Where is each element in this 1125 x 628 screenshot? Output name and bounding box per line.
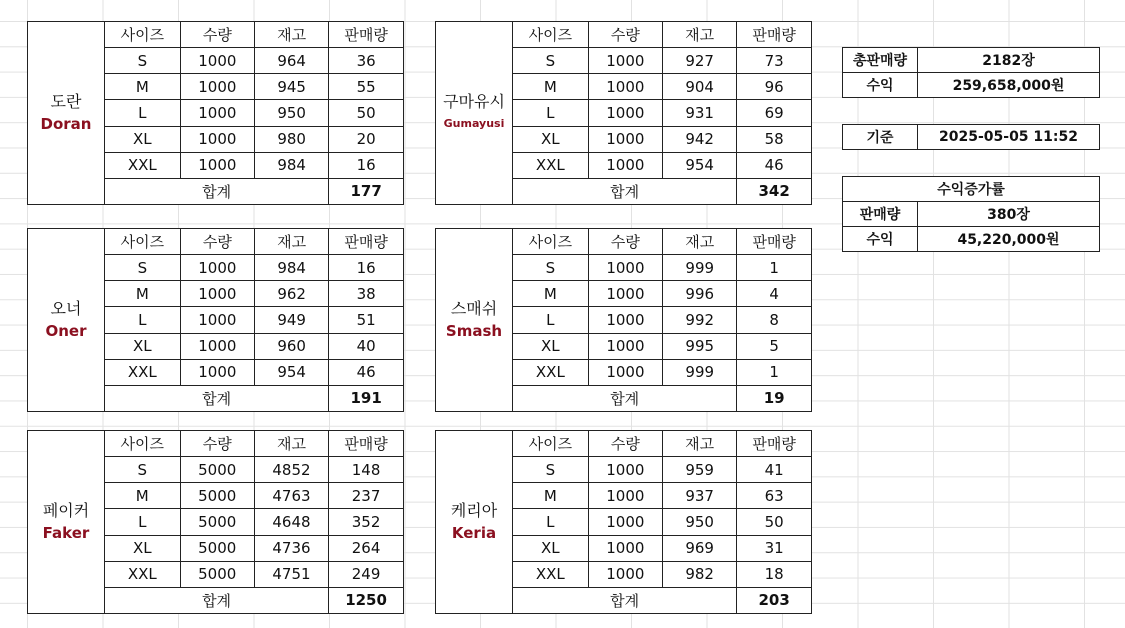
header-size[interactable]: 사이즈 <box>105 22 180 48</box>
table-row <box>513 48 811 74</box>
table-row <box>513 281 811 307</box>
stock-cell[interactable]: 942 <box>663 126 737 152</box>
increase-title-row <box>843 177 1100 202</box>
table-row <box>513 561 811 587</box>
size-cell[interactable]: L <box>105 307 180 333</box>
stock-cell[interactable]: 4852 <box>254 457 328 483</box>
qty-cell[interactable]: 1000 <box>588 457 662 483</box>
player-english-name: Keria <box>451 524 497 542</box>
player-block-smash <box>435 228 812 412</box>
qty-cell[interactable]: 1000 <box>588 126 662 152</box>
header-row <box>105 431 403 457</box>
table-row <box>513 457 811 483</box>
stock-cell[interactable]: 982 <box>663 561 737 587</box>
sold-cell[interactable]: 352 <box>329 509 403 535</box>
size-cell[interactable]: XXL <box>105 152 180 178</box>
table-row <box>105 255 403 281</box>
summary-table <box>842 47 1100 98</box>
stock-cell[interactable]: 950 <box>663 509 737 535</box>
increase-row-sales <box>843 202 1100 227</box>
header-stock[interactable]: 재고 <box>663 229 737 255</box>
size-table <box>513 22 811 204</box>
size-cell[interactable]: XXL <box>513 561 588 587</box>
header-row <box>105 229 403 255</box>
total-value[interactable]: 191 <box>329 385 403 411</box>
sold-cell[interactable]: 31 <box>737 535 811 561</box>
size-cell[interactable]: XXL <box>105 561 180 587</box>
sold-cell[interactable]: 51 <box>329 307 403 333</box>
sold-cell[interactable]: 58 <box>737 126 811 152</box>
header-size[interactable]: 사이즈 <box>105 229 180 255</box>
header-sold[interactable]: 판매량 <box>329 229 403 255</box>
size-table <box>513 431 811 613</box>
player-block-faker <box>27 430 404 614</box>
sold-cell[interactable]: 36 <box>329 48 403 74</box>
sold-cell[interactable]: 1 <box>737 359 811 385</box>
table-row <box>105 457 403 483</box>
qty-cell[interactable]: 1000 <box>180 48 254 74</box>
total-value[interactable]: 203 <box>737 587 811 613</box>
table-row <box>105 561 403 587</box>
stock-cell[interactable]: 995 <box>663 333 737 359</box>
header-row <box>513 431 811 457</box>
stock-cell[interactable]: 904 <box>663 74 737 100</box>
qty-cell[interactable]: 1000 <box>180 100 254 126</box>
total-label[interactable]: 합계 <box>513 385 737 411</box>
size-cell[interactable]: S <box>513 255 588 281</box>
header-qty[interactable]: 수량 <box>180 22 254 48</box>
qty-cell[interactable]: 1000 <box>588 255 662 281</box>
sold-cell[interactable]: 46 <box>329 359 403 385</box>
qty-cell[interactable]: 1000 <box>180 281 254 307</box>
size-cell[interactable]: S <box>513 48 588 74</box>
header-sold[interactable]: 판매량 <box>737 229 811 255</box>
stock-cell[interactable]: 964 <box>255 48 329 74</box>
increase-title[interactable]: 수익증가률 <box>843 177 1100 202</box>
stock-cell[interactable]: 949 <box>255 307 329 333</box>
qty-cell[interactable]: 1000 <box>588 48 662 74</box>
header-size[interactable]: 사이즈 <box>513 431 588 457</box>
size-table <box>513 229 811 411</box>
player-name-cell[interactable] <box>28 229 105 411</box>
table-row <box>513 483 811 509</box>
size-cell[interactable]: L <box>105 509 180 535</box>
header-stock[interactable]: 재고 <box>255 229 329 255</box>
player-name-cell[interactable] <box>436 229 513 411</box>
size-cell[interactable]: XXL <box>105 359 180 385</box>
qty-cell[interactable]: 1000 <box>588 152 662 178</box>
sold-cell[interactable]: 55 <box>329 74 403 100</box>
stock-cell[interactable]: 4751 <box>254 561 328 587</box>
qty-cell[interactable]: 1000 <box>588 535 662 561</box>
sold-cell[interactable]: 8 <box>737 307 811 333</box>
stock-cell[interactable]: 4736 <box>254 535 328 561</box>
table-row <box>105 483 403 509</box>
qty-cell[interactable]: 5000 <box>180 561 254 587</box>
header-sold[interactable]: 판매량 <box>737 431 811 457</box>
total-label[interactable]: 합계 <box>513 178 737 204</box>
sold-cell[interactable]: 264 <box>329 535 403 561</box>
qty-cell[interactable]: 5000 <box>180 535 254 561</box>
header-stock[interactable]: 재고 <box>255 22 329 48</box>
player-block-oner <box>27 228 404 412</box>
header-qty[interactable]: 수량 <box>588 229 662 255</box>
table-row <box>513 74 811 100</box>
increase-sales-label[interactable]: 판매량 <box>843 202 918 227</box>
table-row <box>513 535 811 561</box>
size-cell[interactable]: S <box>513 457 588 483</box>
header-qty[interactable]: 수량 <box>588 22 662 48</box>
sold-cell[interactable]: 73 <box>737 48 811 74</box>
size-table <box>105 229 403 411</box>
stock-cell[interactable]: 937 <box>663 483 737 509</box>
qty-cell[interactable]: 1000 <box>588 509 662 535</box>
revenue-label[interactable]: 수익 <box>843 73 918 98</box>
table-row <box>513 126 811 152</box>
stock-cell[interactable]: 950 <box>255 100 329 126</box>
header-qty[interactable]: 수량 <box>180 431 254 457</box>
size-cell[interactable]: XL <box>105 333 180 359</box>
sold-cell[interactable]: 16 <box>329 152 403 178</box>
table-row <box>513 255 811 281</box>
header-sold[interactable]: 판매량 <box>329 22 403 48</box>
player-english-name: Oner <box>45 322 87 340</box>
size-cell[interactable]: M <box>105 281 180 307</box>
qty-cell[interactable]: 1000 <box>180 333 254 359</box>
table-row <box>105 307 403 333</box>
increase-revenue-value[interactable]: 45,220,000원 <box>918 227 1100 252</box>
stock-cell[interactable]: 962 <box>255 281 329 307</box>
size-cell[interactable]: M <box>513 281 588 307</box>
table-row <box>105 281 403 307</box>
size-cell[interactable]: M <box>513 483 588 509</box>
total-value[interactable]: 177 <box>329 178 403 204</box>
size-cell[interactable]: XL <box>513 333 588 359</box>
table-row <box>513 359 811 385</box>
stock-cell[interactable]: 931 <box>663 100 737 126</box>
basis-value[interactable]: 2025-05-05 11:52 <box>918 125 1100 150</box>
qty-cell[interactable]: 1000 <box>588 333 662 359</box>
total-row <box>513 587 811 613</box>
sold-cell[interactable]: 18 <box>737 561 811 587</box>
size-cell[interactable]: M <box>105 74 180 100</box>
stock-cell[interactable]: 959 <box>663 457 737 483</box>
stock-cell[interactable]: 999 <box>663 359 737 385</box>
table-row <box>105 100 403 126</box>
player-korean-name: 케리아 <box>450 501 498 520</box>
size-cell[interactable]: XXL <box>513 152 588 178</box>
size-cell[interactable]: XL <box>513 535 588 561</box>
stock-cell[interactable]: 960 <box>255 333 329 359</box>
sold-cell[interactable]: 50 <box>329 100 403 126</box>
table-row <box>513 100 811 126</box>
stock-cell[interactable]: 945 <box>255 74 329 100</box>
qty-cell[interactable]: 1000 <box>588 281 662 307</box>
increase-sales-value[interactable]: 380장 <box>918 202 1100 227</box>
qty-cell[interactable]: 1000 <box>588 307 662 333</box>
table-row <box>513 333 811 359</box>
table-row <box>105 535 403 561</box>
sold-cell[interactable]: 38 <box>329 281 403 307</box>
player-korean-name: 오너 <box>50 299 82 318</box>
header-qty[interactable]: 수량 <box>180 229 254 255</box>
basis-label[interactable]: 기준 <box>843 125 918 150</box>
header-row <box>513 22 811 48</box>
stock-cell[interactable]: 999 <box>663 255 737 281</box>
size-cell[interactable]: S <box>105 48 180 74</box>
qty-cell[interactable]: 1000 <box>588 359 662 385</box>
table-row <box>105 333 403 359</box>
qty-cell[interactable]: 1000 <box>180 74 254 100</box>
qty-cell[interactable]: 5000 <box>180 457 254 483</box>
stock-cell[interactable]: 954 <box>663 152 737 178</box>
player-korean-name: 스매쉬 <box>450 299 498 318</box>
size-cell[interactable]: XL <box>513 126 588 152</box>
table-row <box>105 74 403 100</box>
table-row <box>513 307 811 333</box>
sold-cell[interactable]: 5 <box>737 333 811 359</box>
qty-cell[interactable]: 1000 <box>180 255 254 281</box>
table-row <box>105 509 403 535</box>
increase-table <box>842 176 1100 252</box>
sold-cell[interactable]: 1 <box>737 255 811 281</box>
stock-cell[interactable]: 980 <box>255 126 329 152</box>
total-row <box>105 587 403 613</box>
player-english-name: Gumayusi <box>443 117 505 130</box>
total-value[interactable]: 342 <box>737 178 811 204</box>
size-cell[interactable]: XL <box>105 535 180 561</box>
header-sold[interactable]: 판매량 <box>329 431 403 457</box>
total-label[interactable]: 합계 <box>105 385 329 411</box>
size-cell[interactable]: S <box>105 255 180 281</box>
table-row <box>513 152 811 178</box>
sold-cell[interactable]: 50 <box>737 509 811 535</box>
sold-cell[interactable]: 4 <box>737 281 811 307</box>
stock-cell[interactable]: 984 <box>255 255 329 281</box>
table-row <box>105 152 403 178</box>
basis-table <box>842 124 1100 150</box>
total-row <box>513 385 811 411</box>
size-cell[interactable]: L <box>513 100 588 126</box>
total-row <box>105 178 403 204</box>
stock-cell[interactable]: 992 <box>663 307 737 333</box>
total-row <box>105 385 403 411</box>
header-size[interactable]: 사이즈 <box>513 22 588 48</box>
total-row <box>513 178 811 204</box>
header-stock[interactable]: 재고 <box>254 431 328 457</box>
player-block-gumayusi <box>435 21 812 205</box>
summary-row-revenue <box>843 73 1100 98</box>
sold-cell[interactable]: 20 <box>329 126 403 152</box>
header-qty[interactable]: 수량 <box>588 431 662 457</box>
player-name-cell[interactable] <box>28 22 105 204</box>
stock-cell[interactable]: 4648 <box>254 509 328 535</box>
total-value[interactable]: 19 <box>737 385 811 411</box>
sold-cell[interactable]: 96 <box>737 74 811 100</box>
stock-cell[interactable]: 4763 <box>254 483 328 509</box>
sold-cell[interactable]: 148 <box>329 457 403 483</box>
size-cell[interactable]: L <box>513 509 588 535</box>
size-cell[interactable]: S <box>105 457 180 483</box>
size-cell[interactable]: XXL <box>513 359 588 385</box>
player-english-name: Doran <box>40 115 92 133</box>
sold-cell[interactable]: 16 <box>329 255 403 281</box>
header-row <box>513 229 811 255</box>
player-block-doran <box>27 21 404 205</box>
header-stock[interactable]: 재고 <box>663 22 737 48</box>
qty-cell[interactable]: 5000 <box>180 509 254 535</box>
total-label[interactable]: 합계 <box>513 587 737 613</box>
table-row <box>105 359 403 385</box>
sold-cell[interactable]: 41 <box>737 457 811 483</box>
total-value[interactable]: 1250 <box>329 587 403 613</box>
total-sales-value[interactable]: 2182장 <box>918 48 1100 73</box>
qty-cell[interactable]: 1000 <box>588 74 662 100</box>
sold-cell[interactable]: 40 <box>329 333 403 359</box>
sold-cell[interactable]: 46 <box>737 152 811 178</box>
revenue-value[interactable]: 259,658,000원 <box>918 73 1100 98</box>
size-cell[interactable]: L <box>513 307 588 333</box>
header-stock[interactable]: 재고 <box>663 431 737 457</box>
stock-cell[interactable]: 996 <box>663 281 737 307</box>
sold-cell[interactable]: 237 <box>329 483 403 509</box>
qty-cell[interactable]: 5000 <box>180 483 254 509</box>
qty-cell[interactable]: 1000 <box>180 126 254 152</box>
size-cell[interactable]: M <box>105 483 180 509</box>
stock-cell[interactable]: 984 <box>255 152 329 178</box>
player-name-cell[interactable] <box>28 431 105 613</box>
increase-row-revenue <box>843 227 1100 252</box>
table-row <box>105 126 403 152</box>
player-english-name: Smash <box>445 322 503 340</box>
table-row <box>513 509 811 535</box>
qty-cell[interactable]: 1000 <box>588 100 662 126</box>
player-name-cell[interactable] <box>436 22 513 204</box>
player-korean-name: 도란 <box>50 92 82 111</box>
increase-revenue-label[interactable]: 수익 <box>843 227 918 252</box>
size-cell[interactable]: M <box>513 74 588 100</box>
table-row <box>105 48 403 74</box>
size-table <box>105 431 403 613</box>
qty-cell[interactable]: 1000 <box>180 307 254 333</box>
sold-cell[interactable]: 69 <box>737 100 811 126</box>
qty-cell[interactable]: 1000 <box>588 561 662 587</box>
size-table <box>105 22 403 204</box>
player-block-keria <box>435 430 812 614</box>
qty-cell[interactable]: 1000 <box>180 152 254 178</box>
player-korean-name: 페이커 <box>42 501 90 520</box>
summary-row-total-sales <box>843 48 1100 73</box>
size-cell[interactable]: L <box>105 100 180 126</box>
total-label[interactable]: 합계 <box>105 587 329 613</box>
sold-cell[interactable]: 249 <box>329 561 403 587</box>
total-label[interactable]: 합계 <box>105 178 329 204</box>
header-size[interactable]: 사이즈 <box>513 229 588 255</box>
header-sold[interactable]: 판매량 <box>737 22 811 48</box>
total-sales-label[interactable]: 총판매량 <box>843 48 918 73</box>
qty-cell[interactable]: 1000 <box>588 483 662 509</box>
header-size[interactable]: 사이즈 <box>105 431 180 457</box>
header-row <box>105 22 403 48</box>
qty-cell[interactable]: 1000 <box>180 359 254 385</box>
size-cell[interactable]: XL <box>105 126 180 152</box>
basis-row <box>843 125 1100 150</box>
stock-cell[interactable]: 927 <box>663 48 737 74</box>
player-name-cell[interactable] <box>436 431 513 613</box>
stock-cell[interactable]: 954 <box>255 359 329 385</box>
player-korean-name: 구마유시 <box>443 92 505 111</box>
stock-cell[interactable]: 969 <box>663 535 737 561</box>
sold-cell[interactable]: 63 <box>737 483 811 509</box>
player-english-name: Faker <box>42 524 90 542</box>
